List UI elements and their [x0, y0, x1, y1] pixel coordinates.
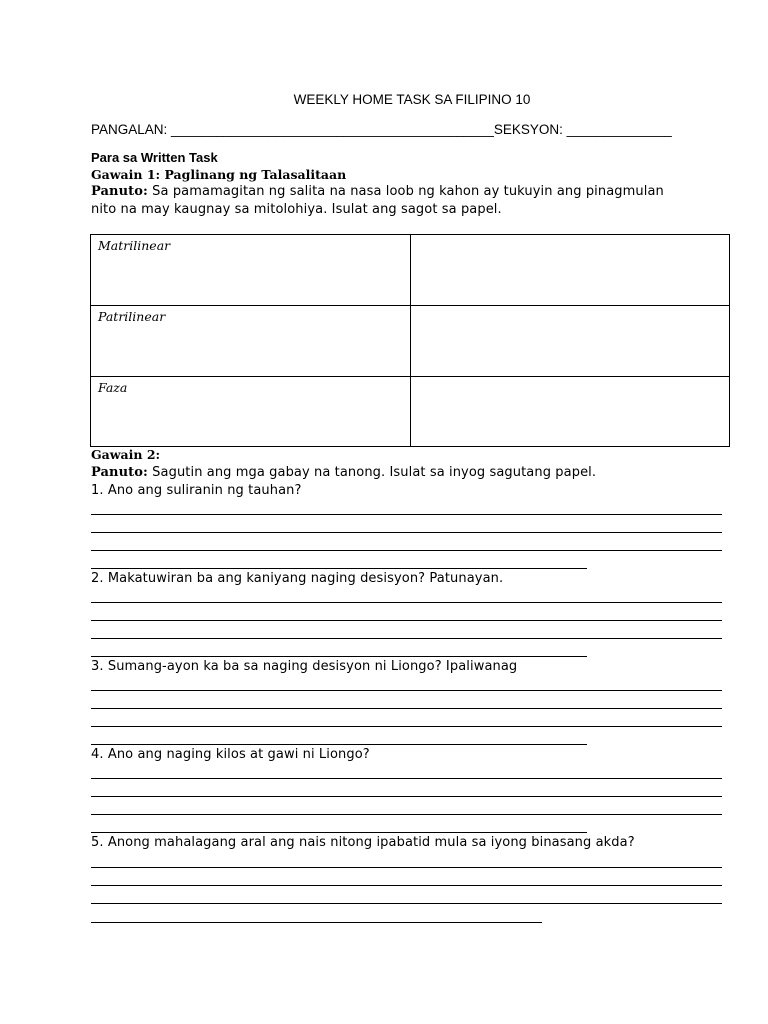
- answer-line[interactable]: [91, 602, 722, 603]
- answer-line[interactable]: [91, 903, 722, 904]
- written-task-heading: Para sa Written Task: [91, 150, 218, 165]
- answer-line[interactable]: [91, 814, 722, 815]
- answer-line[interactable]: [91, 885, 722, 886]
- panuto-label: Panuto:: [91, 465, 148, 480]
- answer-line[interactable]: [91, 514, 722, 515]
- panuto-label: Panuto:: [91, 184, 148, 199]
- answer-line[interactable]: [91, 690, 722, 691]
- answer-line[interactable]: [91, 726, 722, 727]
- answer-line[interactable]: [91, 638, 722, 639]
- question-2: 2. Makatuwiran ba ang kaniyang naging desisyon? Patunayan.: [91, 571, 504, 586]
- question-1: 1. Ano ang suliranin ng tauhan?: [91, 483, 302, 498]
- gawain1-title: Gawain 1: Paglinang ng Talasalitaan: [91, 167, 347, 182]
- gawain2-instruction: [91, 465, 596, 480]
- answer-line[interactable]: [91, 708, 722, 709]
- answer-cell[interactable]: [411, 235, 729, 305]
- table-row: [91, 235, 729, 305]
- answer-line[interactable]: [91, 550, 722, 551]
- answer-line[interactable]: [91, 744, 587, 745]
- table-term: Faza: [98, 380, 128, 395]
- page-title: WEEKLY HOME TASK SA FILIPINO 10: [293, 92, 531, 107]
- question-3: 3. Sumang-ayon ka ba sa naging desisyon ni Liongo? Ipaliwanag: [91, 659, 518, 674]
- table-row: [91, 376, 729, 447]
- gawain2-instruction-text: Sagutin ang mga gabay na tanong. Isulat sa inyog sagutang papel.: [147, 465, 597, 480]
- answer-cell[interactable]: [411, 377, 729, 447]
- answer-line[interactable]: [91, 867, 722, 868]
- answer-cell[interactable]: [411, 306, 729, 376]
- table-row: [91, 305, 729, 376]
- name-section-line: PANGALAN: ___________________________________________SEKSYON: ______________: [91, 122, 672, 137]
- question-5: 5. Anong mahalagang aral ang nais nitong ipabatid mula sa iyong binasang akda?: [91, 835, 635, 850]
- vocabulary-table: [90, 234, 730, 447]
- answer-line[interactable]: [91, 568, 587, 569]
- gawain1-instruction-text: Sa pamamagitan ng salita na nasa loob ng kahon ay tukuyin ang pinagmulan: [147, 184, 664, 199]
- answer-line[interactable]: [91, 620, 722, 621]
- table-term: Matrilinear: [98, 238, 171, 253]
- answer-line[interactable]: [91, 532, 722, 533]
- answer-line[interactable]: [91, 796, 722, 797]
- question-4: 4. Ano ang naging kilos at gawi ni Liongo?: [91, 747, 370, 762]
- answer-line[interactable]: [91, 832, 587, 833]
- gawain1-instruction-cont: nito na may kaugnay sa mitolohiya. Isulat ang sagot sa papel.: [91, 202, 502, 217]
- gawain2-title: Gawain 2:: [91, 447, 161, 462]
- answer-line[interactable]: [91, 778, 722, 779]
- table-term: Patrilinear: [98, 309, 166, 324]
- gawain1-instruction: [91, 184, 664, 199]
- answer-line[interactable]: [91, 656, 587, 657]
- answer-line[interactable]: [91, 922, 542, 923]
